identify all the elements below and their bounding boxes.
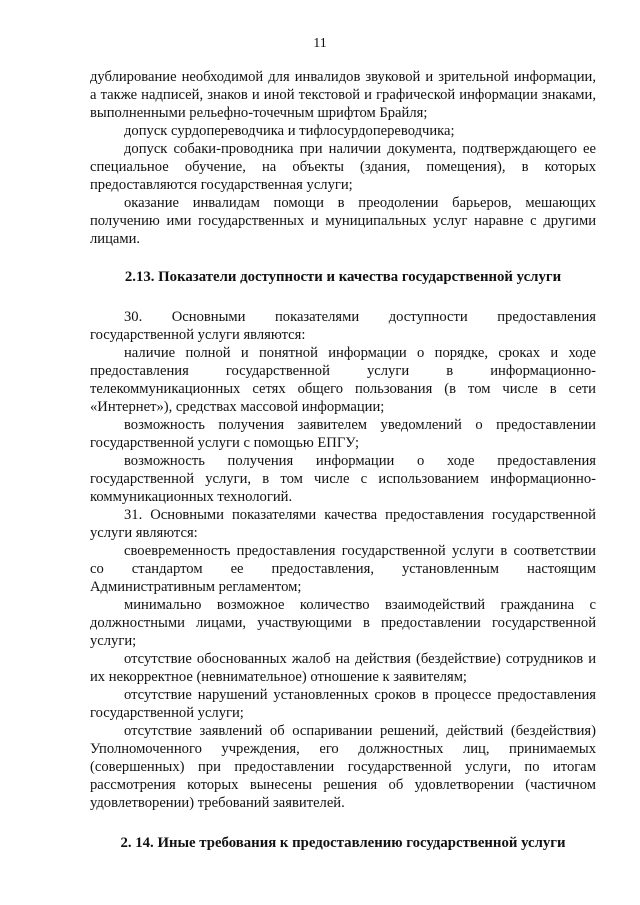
section-heading-2-14: 2. 14. Иные требования к предоставлению государственной услуги: [120, 835, 566, 851]
paragraph: отсутствие обоснованных жалоб на действия (бездействие) сотрудников и их некорректное (невнимательное) отношение к заявителям;: [90, 651, 596, 685]
paragraph: 30. Основными показателями доступности предоставления государственной услуги являются:: [90, 309, 596, 343]
paragraph: возможность получения заявителем уведомлений о предоставлении государственной услуги с помощью ЕПГУ;: [90, 417, 596, 451]
paragraph: допуск собаки-проводника при наличии документа, подтверждающего ее специальное обучение, на объекты (здания, помещения), в которых предоставляются государственная услуги;: [90, 141, 596, 193]
paragraph: своевременность предоставления государственной услуги в соответствии со стандартом ее предоставления, установленным настоящим Административным регламентом;: [90, 543, 596, 595]
paragraph: оказание инвалидам помощи в преодолении барьеров, мешающих получению ими государственных и муниципальных услуг наравне с другими лицами.: [90, 195, 596, 247]
paragraph: минимально возможное количество взаимодействий гражданина с должностными лицами, участвующими в предоставлении государственной услуги;: [90, 597, 596, 649]
page-number: 11: [313, 36, 327, 51]
section-heading-2-13: 2.13. Показатели доступности и качества государственной услуги: [124, 269, 562, 285]
paragraph: отсутствие заявлений об оспаривании решений, действий (бездействия) Уполномоченного учреждения, его должностных лиц, принимаемых (совершенных) при предоставлении государственной услуги, по итогам рассмотрения которых вынесены решения об удовлетворении (частичном удовлетворении) требований заявителей.: [90, 723, 596, 811]
document-body: [90, 68, 596, 874]
paragraph: отсутствие нарушений установленных сроков в процессе предоставления государственной услуги;: [90, 687, 596, 721]
paragraph: наличие полной и понятной информации о порядке, сроках и ходе предоставления государственной услуги в информационно-телекоммуникационных сетях общего пользования (в том числе в сети «Интернет»), средствах массовой информации;: [90, 345, 596, 415]
paragraph: 31. Основными показателями качества предоставления государственной услуги являются:: [90, 507, 596, 541]
paragraph: возможность получения информации о ходе предоставления государственной услуги, в том числе с использованием информационно-коммуникационных технологий.: [90, 453, 596, 505]
paragraph: допуск сурдопереводчика и тифлосурдопереводчика;: [124, 123, 455, 139]
paragraph: дублирование необходимой для инвалидов звуковой и зрительной информации, а также надписей, знаков и иной текстовой и графической информации знаками, выполненными рельефно-точечным шрифтом Брайля;: [90, 69, 596, 121]
